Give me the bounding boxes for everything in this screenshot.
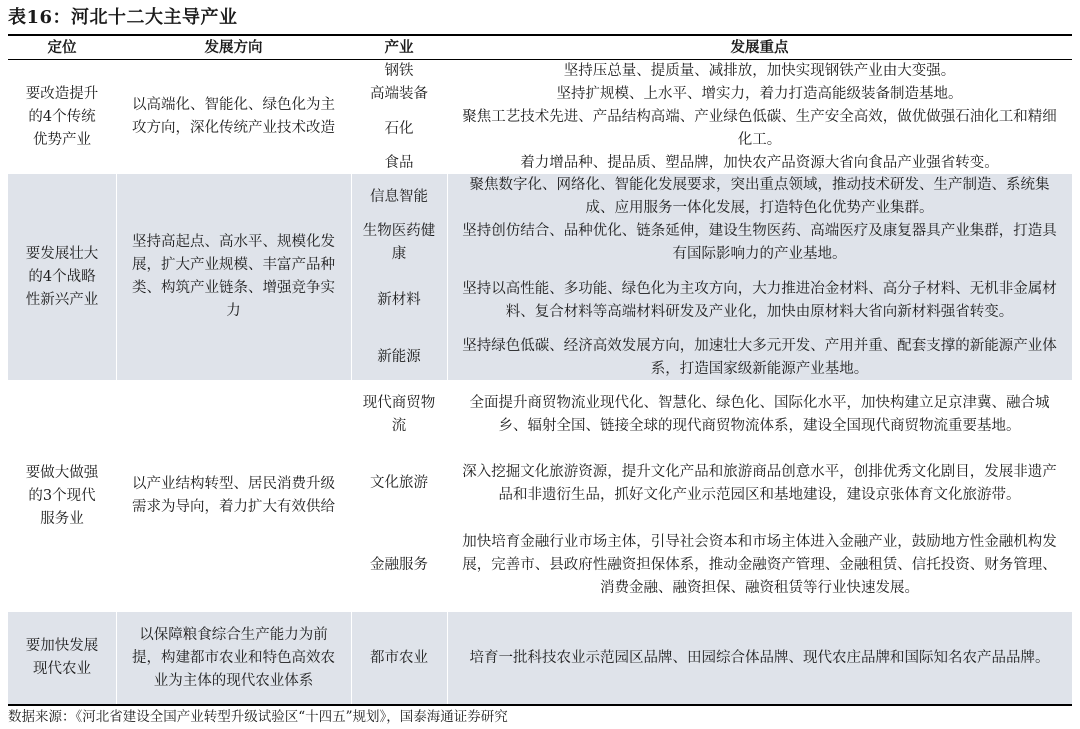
- header-focus: 发展重点: [730, 39, 789, 56]
- focus-cell: 坚持压总量、提质量、减排放，加快实现钢铁产业由大变强。: [563, 63, 956, 79]
- industry-cell: 高端装备: [370, 86, 428, 102]
- group-services: [8, 380, 1072, 612]
- group-position: 要发展壮大的4个战略性新兴产业: [25, 245, 99, 308]
- header-position: 定位: [47, 39, 77, 56]
- group-strategic: [8, 174, 1072, 380]
- group-position: 要做大做强的3个现代服务业: [25, 464, 99, 527]
- focus-cell: 全面提升商贸物流业现代化、智慧化、绿色化、国际化水平，加快构建立足京津冀、融合城乡、辐射全国、链接全球的现代商贸物流体系，建设全国现代商贸物流重要基地。: [469, 394, 1050, 434]
- header-direction: 发展方向: [204, 39, 263, 56]
- table-title: 表16：河北十二大主导产业: [8, 7, 238, 28]
- focus-cell: 深入挖掘文化旅游资源，提升文化产品和旅游商品创意水平，创排优秀文化剧目，发展非遗产品和非遗衍生品，抓好文化产业示范园区和基地建设，建设京张体育文化旅游带。: [462, 463, 1057, 503]
- group-direction: 以产业结构转型、居民消费升级需求为导向，着力扩大有效供给: [132, 476, 335, 515]
- industry-cell: 生物医药健康: [362, 223, 436, 262]
- industry-cell: 都市农业: [370, 649, 428, 666]
- table-header: [8, 36, 1072, 60]
- focus-cell: 着力增品种、提品质、塑品牌，加快农产品资源大省向食品产业强省转变。: [520, 154, 999, 171]
- focus-cell: 坚持绿色低碳、经济高效发展方向，加速壮大多元开发、产用并重、配套支撑的新能源产业体系，打造国家级新能源产业基地。: [462, 337, 1057, 377]
- group-agriculture: [8, 612, 1072, 704]
- group-direction: 以保障粮食综合生产能力为前提，构建都市农业和特色高效农业为主体的现代农业体系: [132, 626, 335, 689]
- focus-cell: 培育一批科技农业示范园区品牌、田园综合体品牌、现代农庄品牌和国际知名农产品品牌。: [469, 649, 1050, 666]
- focus-cell: 聚焦数字化、网络化、智能化发展要求，突出重点领域，推动技术研发、生产制造、系统集成、应用服务一体化发展，打造特色化优势产业集群。: [469, 177, 1050, 216]
- focus-cell: 聚焦工艺技术先进、产品结构高端、产业绿色低碳、生产安全高效，做优做强石油化工和精细化工。: [462, 109, 1057, 148]
- header-industry: 产业: [384, 39, 414, 56]
- industry-cell: 新材料: [377, 292, 421, 308]
- industry-cell: 文化旅游: [370, 475, 428, 491]
- group-direction: 坚持高起点、高水平、规模化发展，扩大产业规模、丰富产品种类、构筑产业链条、增强竞争实力: [132, 234, 335, 319]
- industry-cell: 食品: [384, 154, 414, 171]
- focus-cell: 坚持创仿结合、品种优化、链条延伸，建设生物医药、高端医疗及康复器具产业集群，打造具有国际影响力的产业基地。: [462, 223, 1057, 262]
- focus-cell: 加快培育金融行业市场主体，引导社会资本和市场主体进入金融产业，鼓励地方性金融机构发展，完善市、县政府性融资担保体系，推动金融资产管理、金融租赁、信托投资、财务管理、消费金融、融资担保、融资租赁等行业快速发展。: [462, 533, 1057, 596]
- industry-cell: 信息智能: [370, 188, 428, 205]
- focus-cell: 坚持以高性能、多功能、绿色化为主攻方向，大力推进冶金材料、高分子材料、无机非金属材料、复合材料等高端材料研发及产业化，加快由原材料大省向新材料强省转变。: [462, 280, 1057, 320]
- industry-cell: 现代商贸物流: [362, 394, 436, 434]
- industry-cell: 石化: [384, 120, 414, 137]
- source-note: 数据来源：《河北省建设全国产业转型升级试验区“十四五”规划》，国泰海通证券研究: [8, 709, 508, 725]
- group-direction: 以高端化、智能化、绿色化为主攻方向，深化传统产业技术改造: [132, 97, 335, 136]
- group-position: 要改造提升的4个传统优势产业: [25, 85, 99, 148]
- group-position: 要加快发展现代农业: [25, 638, 99, 677]
- group-traditional: [8, 60, 1072, 174]
- industry-cell: 钢铁: [384, 63, 414, 79]
- industry-table: [8, 34, 1072, 706]
- industry-cell: 金融服务: [370, 556, 428, 573]
- focus-cell: 坚持扩规模、上水平、增实力，着力打造高能级装备制造基地。: [556, 86, 963, 102]
- industry-cell: 新能源: [377, 349, 421, 365]
